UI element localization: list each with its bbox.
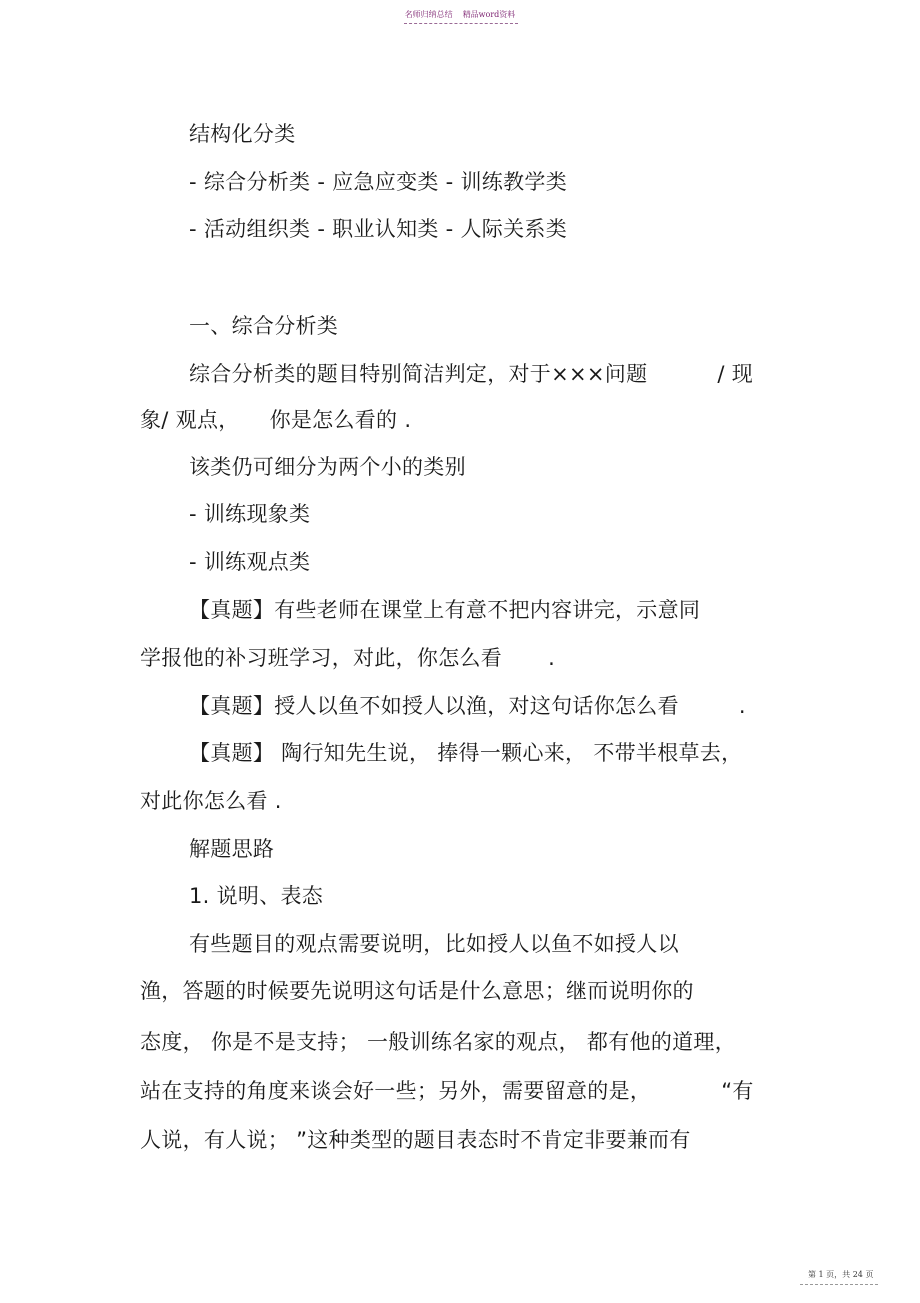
page-number: 第 1 页，共 24 页: [808, 1270, 874, 1279]
text-run: 【真题】授人以鱼不如授人以渔，对这句话你怎么看: [189, 694, 679, 718]
paragraph-line: 态度， 你是不是支持； 一般训练名家的观点， 都有他的道理，: [140, 1030, 737, 1054]
header-right-text: 精品word资料: [462, 10, 516, 19]
list-item: - 训练观点类: [189, 550, 311, 574]
paragraph-line: 渔，答题的时候要先说明这句话是什么意思；继而说明你的: [140, 979, 694, 1003]
paragraph-line: 对此你怎么看 .: [140, 789, 282, 813]
list-item: - 训练现象类: [189, 502, 311, 526]
exam-question: 【真题】有些老师在课堂上有意不把内容讲完，示意同: [189, 598, 701, 622]
text-run: .: [738, 694, 746, 718]
footer-rule: [800, 1284, 878, 1285]
text-run: “有: [721, 1079, 754, 1103]
category-list-1: - 综合分析类 - 应急应变类 - 训练教学类: [189, 170, 568, 194]
category-list-2: - 活动组织类 - 职业认知类 - 人际关系类: [189, 217, 568, 241]
page-header: [0, 9, 920, 20]
paragraph-line: [140, 644, 555, 672]
header-left-text: 名师归纳总结: [404, 10, 453, 19]
subsection-heading: 一、综合分析类: [189, 314, 339, 338]
paragraph-line: [140, 406, 411, 434]
header-rule: [404, 23, 518, 24]
text-run: 象/ 观点，: [140, 408, 240, 432]
exam-question: 【真题】 陶行知先生说， 捧得一颗心来， 不带半根草去，: [189, 741, 743, 765]
paragraph-line: 人说，有人说； ”这种类型的题目表态时不肯定非要兼而有: [140, 1128, 691, 1152]
text-run: 学报他的补习班学习，对此，你怎么看: [140, 646, 503, 670]
paragraph-line: [189, 360, 753, 388]
section-heading: 结构化分类: [189, 122, 296, 146]
text-run: .: [548, 646, 556, 670]
subheading: 解题思路: [189, 837, 275, 861]
paragraph-line: 该类仍可细分为两个小的类别: [189, 455, 466, 479]
paragraph-line: 有些题目的观点需要说明，比如授人以鱼不如授人以: [189, 932, 679, 956]
text-run: 综合分析类的题目特别简洁判定，对于×××问题: [189, 362, 648, 386]
numbered-heading: 1. 说明、表态: [189, 884, 324, 908]
text-run: / 现: [717, 362, 754, 386]
text-run: 你是怎么看的 .: [269, 408, 412, 432]
exam-question: [189, 692, 746, 720]
paragraph-line: [140, 1077, 754, 1105]
text-run: 站在支持的角度来谈会好一些；另外，需要留意的是，: [140, 1079, 652, 1103]
